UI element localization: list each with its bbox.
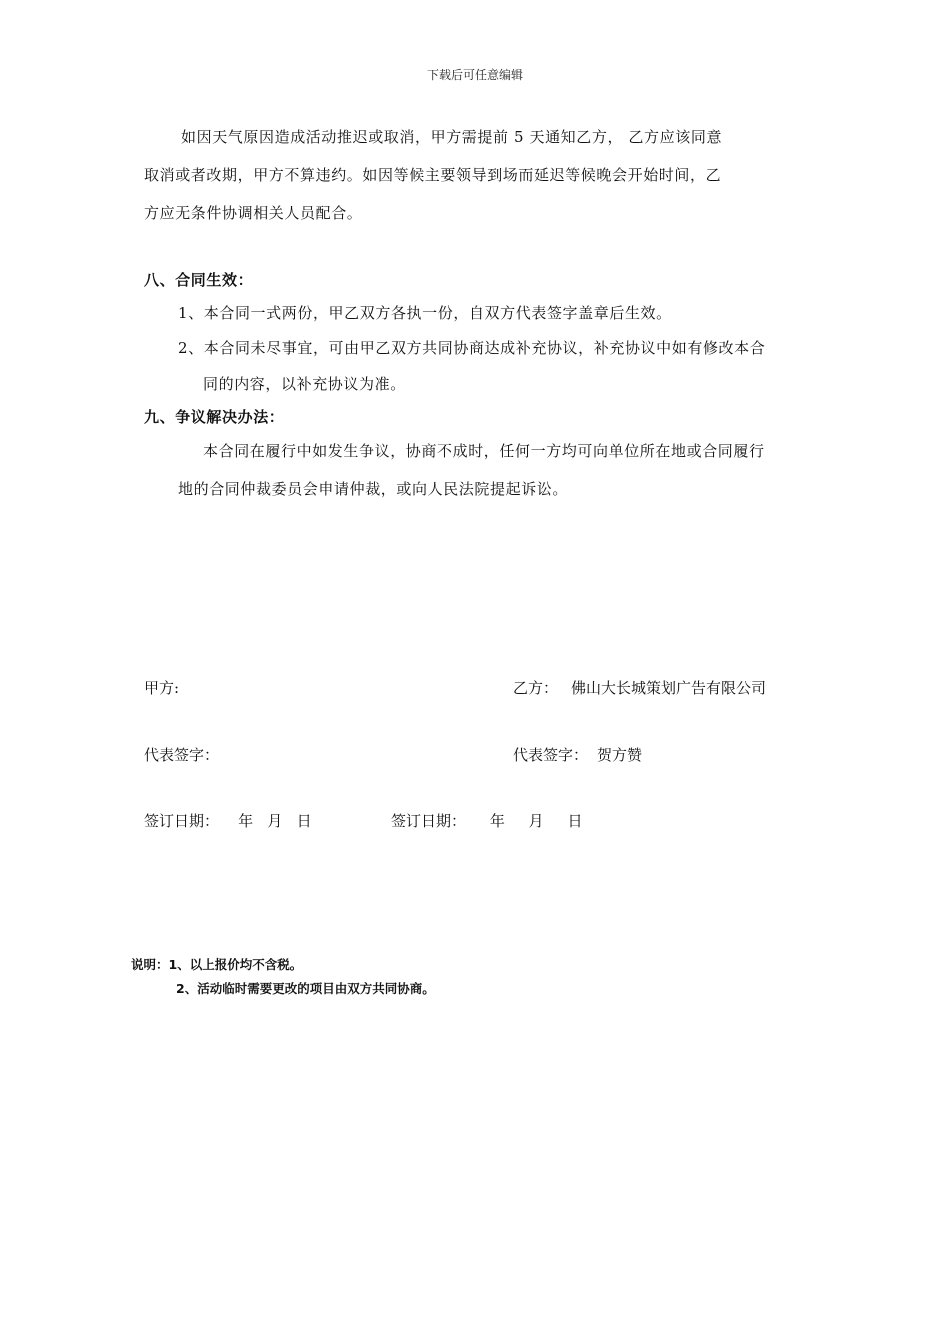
date-a: 签订日期： 年 月 日 <box>144 812 312 830</box>
rep-a-label: 代表签字： <box>144 746 220 764</box>
weather-line-2: 取消或者改期，甲方不算违约。如因等候主要领导到场而延迟等候晚会开始时间，乙 <box>144 166 722 184</box>
date-b: 签订日期： 年 月 日 <box>391 812 583 830</box>
weather-line-1: 如因天气原因造成活动推迟或取消，甲方需提前 5 天通知乙方， 乙方应该同意 <box>181 128 723 146</box>
section-8-title: 八、合同生效： <box>144 271 254 289</box>
section-9-title: 九、争议解决办法： <box>144 408 285 426</box>
page-header-note: 下载后可任意编辑 <box>426 68 523 82</box>
rep-b-name: 贺方赞 <box>597 746 643 764</box>
section-8-item-1: 1、本合同一式两份，甲乙双方各执一份，自双方代表签字盖章后生效。 <box>178 304 672 322</box>
party-b-name: 佛山大长城策划广告有限公司 <box>571 679 767 697</box>
party-a-label: 甲方: <box>144 679 180 697</box>
section-8-item-2: 2、本合同未尽事宜，可由甲乙双方共同协商达成补充协议，补充协议中如有修改本合 <box>178 339 766 357</box>
section-9-line-1: 本合同在履行中如发生争议，协商不成时，任何一方均可向单位所在地或合同履行 <box>203 442 765 460</box>
section-9-line-2: 地的合同仲裁委员会申请仲裁，或向人民法院提起诉讼。 <box>178 480 569 498</box>
note-line-2: 2、活动临时需要更改的项目由双方共同协商。 <box>176 981 435 996</box>
weather-line-3: 方应无条件协调相关人员配合。 <box>144 204 363 222</box>
rep-b-label: 代表签字： <box>513 746 589 764</box>
party-b-label: 乙方： <box>513 679 559 697</box>
section-8-item-2-cont: 同的内容，以补充协议为准。 <box>203 375 406 393</box>
note-line-1: 说明：1、以上报价均不含税。 <box>131 957 303 972</box>
